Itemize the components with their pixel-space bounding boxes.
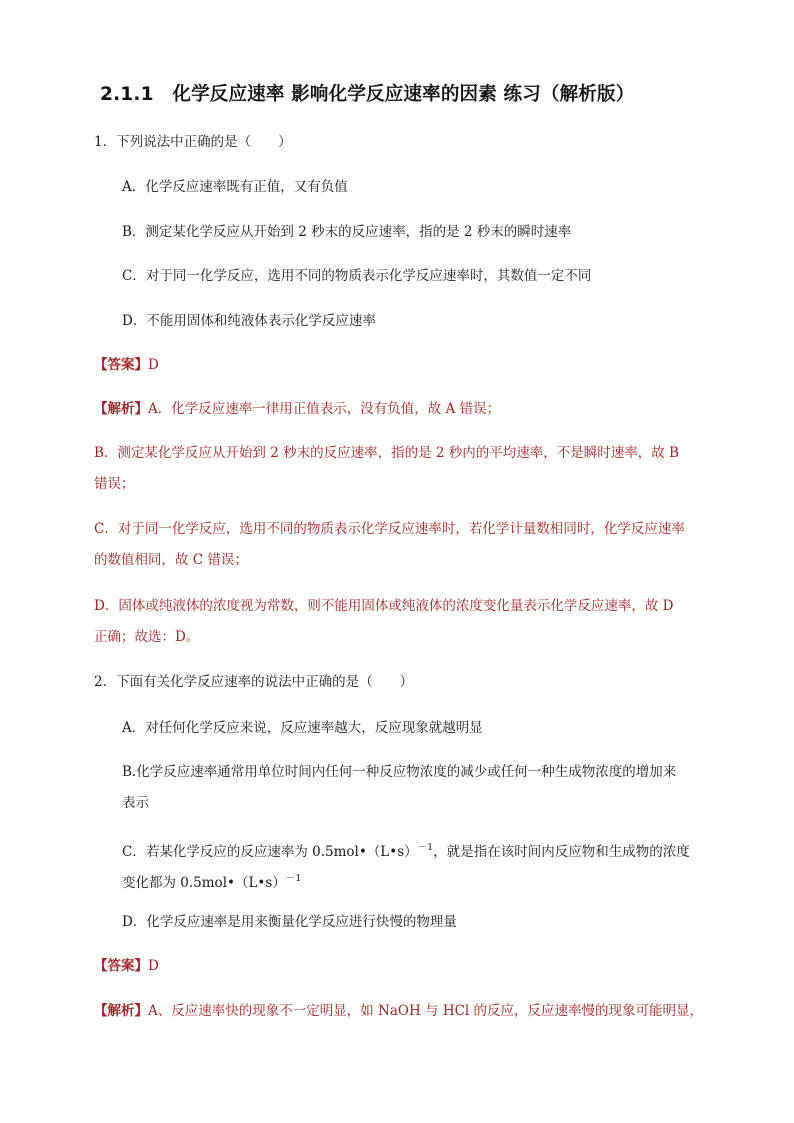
question-2-option-b-line-2: 表示	[122, 795, 149, 811]
option-c-text-end: ，就是指在该时间内反应物和生成物的浓度	[433, 844, 690, 860]
explanation-text: A．化学反应速率一律用正值表示，没有负值，故 A 错误；	[148, 401, 501, 417]
option-c-exponent-2: －1	[285, 873, 302, 884]
question-1-explanation-line-6: D．固体或纯液体的浓度视为常数，则不能用固体或纯液体的浓度变化量表示化学反应速率，故 D	[94, 598, 674, 614]
question-1-explanation-line-7: 正确；故选：D。	[94, 629, 200, 645]
question-2-option-c-line-1	[122, 838, 690, 862]
question-1-explanation-line-4: C．对于同一化学反应，选用不同的物质表示化学反应速率时，若化学计量数相同时，化学反应速率	[94, 521, 685, 537]
explanation-tag: 【解析】	[94, 401, 148, 417]
question-1-option-b: B．测定某化学反应从开始到 2 秒末的反应速率，指的是 2 秒末的瞬时速率	[122, 224, 572, 240]
question-1-stem: 1．下列说法中正确的是（ ）	[94, 134, 292, 150]
explanation-tag: 【解析】	[94, 1003, 148, 1019]
answer-value: D	[148, 357, 159, 373]
answer-tag: 【答案】	[94, 357, 148, 373]
question-1-explanation-line-1	[94, 399, 500, 419]
question-1-option-a: A．化学反应速率既有正值，又有负值	[122, 179, 348, 195]
answer-tag: 【答案】	[94, 958, 148, 974]
question-2-option-b-line-1: B.化学反应速率通常用单位时间内任何一种反应物浓度的减少或任何一种生成物浓度的增加来	[122, 764, 677, 780]
question-1-option-c: C．对于同一化学反应，选用不同的物质表示化学反应速率时，其数值一定不同	[122, 268, 592, 284]
question-1-answer	[94, 355, 159, 375]
question-1-explanation-line-5: 的数值相同，故 C 错误；	[94, 552, 248, 568]
question-2-explanation-line-1	[94, 1001, 703, 1021]
option-c-text-continued: 变化都为 0.5mol•（L•s）	[122, 875, 286, 891]
question-1-explanation-line-2: B．测定某化学反应从开始到 2 秒末的反应速率，指的是 2 秒内的平均速率，不是瞬时速率，故 B	[94, 445, 679, 461]
explanation-text: A、反应速率快的现象不一定明显，如 NaOH 与 HCl 的反应，反应速率慢的现象可能明显，	[148, 1003, 704, 1019]
page-title: 2.1.1 化学反应速率 影响化学反应速率的因素 练习（解析版）	[100, 84, 635, 105]
answer-value: D	[148, 958, 159, 974]
question-2-stem: 2．下面有关化学反应速率的说法中正确的是（ ）	[94, 674, 414, 690]
option-c-text-start: C．若某化学反应的反应速率为 0.5mol•（L•s）	[122, 844, 418, 860]
question-2-option-d: D．化学反应速率是用来衡量化学反应进行快慢的物理量	[122, 914, 457, 930]
option-c-exponent: －1	[417, 842, 434, 853]
question-1-explanation-line-3: 错误；	[94, 476, 135, 492]
question-2-option-c-line-2	[122, 869, 301, 893]
question-2-answer	[94, 956, 159, 976]
question-2-option-a: A．对任何化学反应来说，反应速率越大，反应现象就越明显	[122, 720, 483, 736]
question-1-option-d: D．不能用固体和纯液体表示化学反应速率	[122, 313, 376, 329]
